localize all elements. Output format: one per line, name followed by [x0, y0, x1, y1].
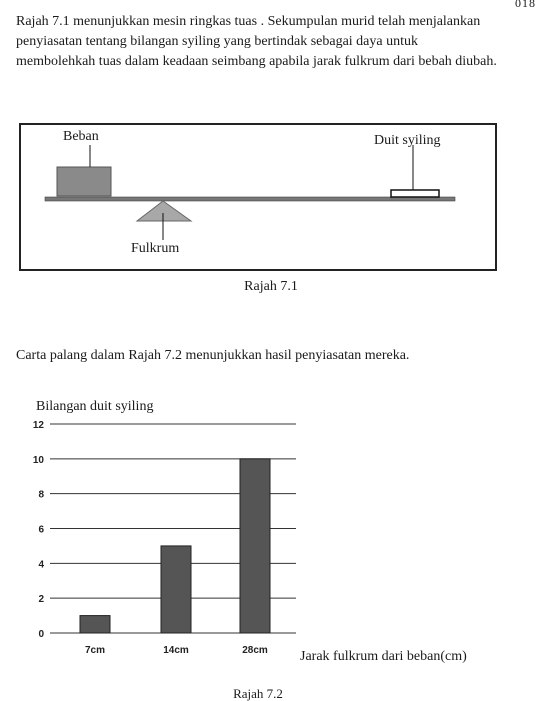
fulcrum — [137, 201, 191, 221]
chart-intro: Carta palang dalam Rajah 7.2 menunjukkan hasil penyiasatan mereka. — [16, 348, 410, 363]
bars — [80, 459, 270, 633]
load-label: Beban — [63, 129, 99, 144]
intro-line: Rajah 7.1 menunjukkan mesin ringkas tuas . Sekumpulan murid telah menjalankan — [16, 14, 481, 29]
page-number: 018 — [515, 0, 536, 10]
bar-14cm — [161, 546, 191, 633]
y-ticks — [33, 420, 45, 640]
x-tick-label: 7cm — [84, 645, 106, 656]
bar-7cm — [80, 616, 110, 633]
question-intro — [16, 12, 538, 72]
y-tick-label: 10 — [32, 454, 44, 466]
y-tick-label: 2 — [38, 594, 44, 606]
coin-stack — [391, 190, 439, 197]
bar-chart — [0, 390, 542, 701]
fulcrum-label: Fulkrum — [131, 241, 180, 256]
load-block — [57, 167, 111, 196]
lever-figure — [19, 123, 497, 271]
bar-28cm — [240, 459, 270, 633]
y-tick-label: 0 — [38, 629, 44, 640]
coin-label: Duit syiling — [374, 133, 441, 148]
intro-line: penyiasatan tentang bilangan syiling yang bertindak sebagai daya untuk — [16, 34, 418, 49]
figure1-caption: Rajah 7.1 — [244, 279, 298, 294]
figure2-caption: Rajah 7.2 — [233, 686, 283, 701]
y-tick-label: 4 — [38, 559, 44, 571]
y-axis-label: Bilangan duit syiling — [36, 399, 154, 414]
x-tick-label: 14cm — [163, 645, 189, 656]
x-ticks — [85, 645, 268, 656]
y-tick-label: 8 — [38, 489, 44, 501]
y-tick-label: 6 — [38, 524, 44, 536]
x-axis-label: Jarak fulkrum dari beban(cm) — [300, 649, 467, 664]
intro-line: membolehkah tuas dalam keadaan seimbang apabila jarak fulkrum dari bebah diubah. — [16, 54, 497, 69]
x-tick-label: 28cm — [242, 645, 268, 656]
y-tick-label: 12 — [32, 420, 44, 431]
